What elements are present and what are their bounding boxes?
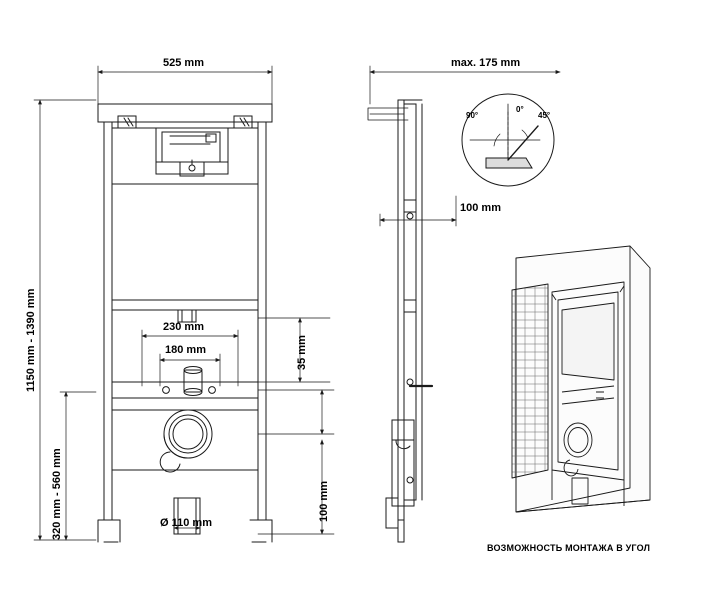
waste-outlet xyxy=(112,410,258,472)
dim-label-100-front: 100 mm xyxy=(318,481,330,522)
service-panel xyxy=(156,128,228,176)
dim-label-230: 230 mm xyxy=(163,321,204,333)
dim-max-175 xyxy=(370,66,560,104)
dim-label-width: 525 mm xyxy=(163,57,204,69)
dim-height-320-560 xyxy=(60,392,96,540)
side-rail xyxy=(386,100,422,542)
dim-label-height-range: 1150 mm - 1390 mm xyxy=(25,288,37,392)
angle-label-0: 0° xyxy=(516,105,524,114)
dim-label-diameter-110: Ø 110 mm xyxy=(160,517,212,529)
dim-label-bowl-height: 320 mm - 560 mm xyxy=(51,448,63,540)
angle-label-45: 45° xyxy=(538,111,551,120)
dim-label-35: 35 mm xyxy=(296,335,308,370)
dim-height-1150-1390 xyxy=(34,100,96,540)
side-trap xyxy=(392,420,414,506)
angle-label-90: 90° xyxy=(466,111,479,120)
dim-35 xyxy=(258,318,330,382)
dim-label-100-side: 100 mm xyxy=(460,202,501,214)
dim-label-180: 180 mm xyxy=(165,344,206,356)
corner-view-group xyxy=(512,246,650,512)
dim-label-max-175: max. 175 mm xyxy=(451,57,521,69)
angle-detail xyxy=(462,94,554,186)
front-view-group xyxy=(34,66,334,542)
dim-230 xyxy=(142,330,238,386)
fixing-bar xyxy=(112,367,258,399)
corner-mounting-caption: ВОЗМОЖНОСТЬ МОНТАЖА В УГОЛ xyxy=(487,543,651,553)
side-top-bracket xyxy=(368,108,408,120)
cistern-body xyxy=(112,116,258,310)
dim-100-side xyxy=(380,196,456,226)
dim-width-525 xyxy=(98,66,272,104)
